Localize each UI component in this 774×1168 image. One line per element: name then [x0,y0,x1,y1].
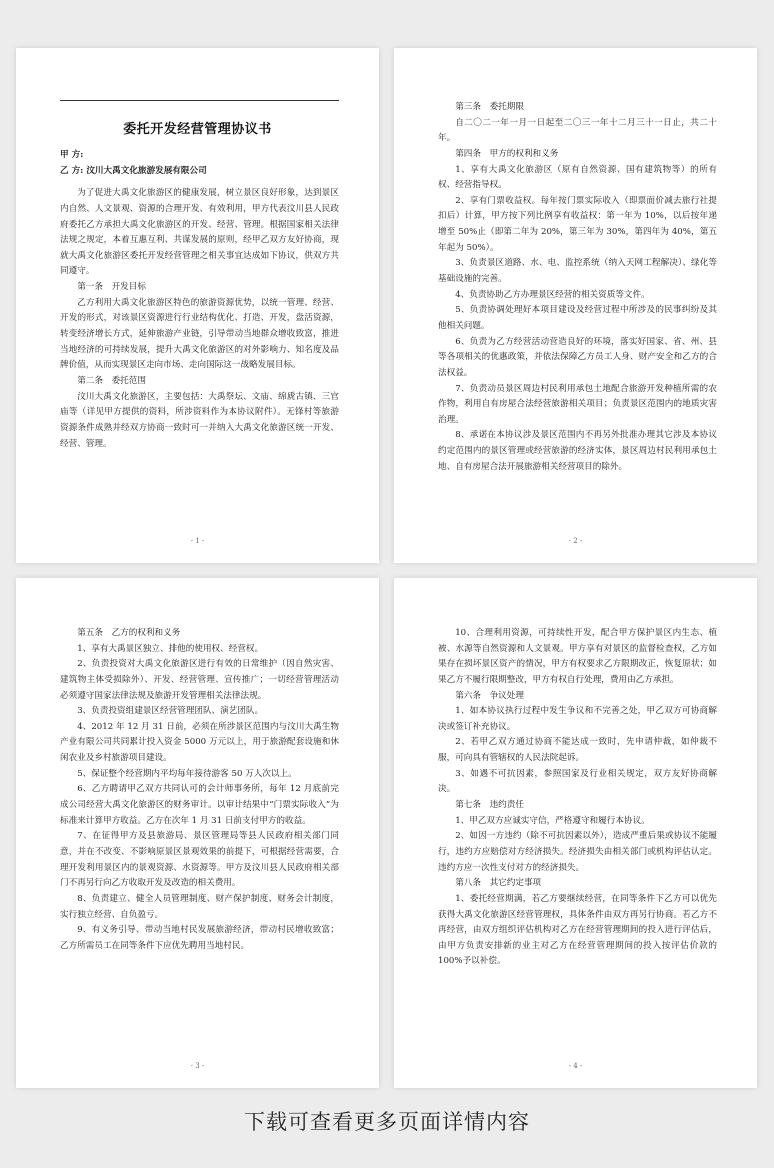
article-heading: 第六条 争议处理 [455,690,524,701]
paragraph: 自二〇二一年一月一日起至二〇三一年十二月三十一日止，共二十年。 [438,117,717,144]
clause: 1、甲乙双方应诚实守信，严格遵守和履行本协议。 [455,815,650,826]
clause: 6、乙方聘请甲乙双方共同认可的会计师事务所，每年 12 月底前完成公司经营大禹文化旅游区的财务审计。以审计结果中“门票实际收入”为标准来计算甲方收益。乙方在次年 1 月 31 日前支付甲方的收益。 [60,784,339,826]
page-number: - 3 - [190,1062,205,1070]
party-a-line: 甲 方: [60,150,84,160]
article-heading: 第三条 委托期限 [455,102,524,112]
clause: 7、负责动员景区周边村民利用承包土地配合旅游开发种植所需的农作物，利用自有房屋合法经营旅游相关项目；负责景区范围内的地质灾害治理。 [438,383,717,425]
document-page-4 [394,578,757,1088]
header-rule [60,100,339,101]
page-3-body [60,626,339,954]
paragraph: 乙方利用大禹文化旅游区特色的旅游资源优势，以统一管理、经营、开发的形式，对该景区资源进行行业结构优化、打造、开发，盘活资源，转变经济增长方式，延伸旅游产业链，引导带动当地群众增收致富，推进当地经济的可持续发展，提升大禹文化旅游区的对外影响力、知名度及品牌价值，从而实现景区走向市场、走向国际这一战略发展目标。 [60,297,339,371]
article-heading: 第二条 委托范围 [77,375,146,386]
download-more-caption: 下载可查看更多页面详情内容 [244,1110,530,1134]
page-1-body [60,148,339,452]
document-page-1 [16,48,379,563]
clause: 10、合理利用资源，可持续性开发，配合甲方保护景区内生态、植被、水源等自然资源和人文景观。甲方享有对景区的监督检查权，乙方如果存在损坏景区资产的情况，甲方有权要求乙方限期改正，恢复原状；如果乙方不履行限期整改，甲方有权自行处理，费用由乙方承担。 [438,628,717,685]
clause: 6、负责为乙方经营活动营造良好的环境，落实好国家、省、州、县等各项相关的优惠政策，并依法保障乙方员工人身、财产安全和乙方的合法权益。 [438,336,717,378]
clause: 7、在征得甲方及县旅游局、景区管理局等县人民政府相关部门同意，并在不改变、不影响原景区景观效果的前提下，可根据经营需要，合理开发利用景区内的景观资源、水资源等。甲方及汶川县人民政府相关部门不再另行向乙方收取开发及改造的相关费用。 [60,831,339,889]
clause: 5、保证整个经营期内平均每年接待游客 50 万人次以上。 [77,768,297,779]
page-number: - 2 - [568,537,583,545]
clause: 2、负责投资对大禹文化旅游区进行有效的日常维护（因自然灾害、建筑物主体受损除外）、开发、经营管理、宣传推广；一切经营管理活动必须遵守国家法律法规及旅游开发管理相关法律法规。 [60,659,339,701]
article-heading: 第八条 其它约定事项 [455,878,542,889]
page-number: - 1 - [190,537,205,545]
document-page-2 [394,48,757,563]
clause: 4、负责协助乙方办理景区经营的相关资质等文件。 [455,289,650,300]
clause: 5、负责协调处理好本项目建设及经营过程中所涉及的民事纠纷及其他相关问题。 [438,305,717,331]
page-number: - 4 - [568,1062,583,1070]
clause: 9、有义务引导、带动当地村民发展旅游经济，带动村民增收致富；乙方所需员工在同等条件下应优先聘用当地村民。 [60,925,339,951]
clause: 3、负责景区道路、水、电、监控系统（纳入天网工程解决）、绿化等基础设施的完善。 [438,258,717,285]
clause: 2、如因一方违约（除不可抗因素以外），造成严重后果或协议不能履行，违约方应赔偿对方经济损失。经济损失由相关部门或机构评估认定。违约方应一次性支付对方的经济损失。 [438,831,717,873]
page-2-body [438,100,717,475]
clause: 2、若甲乙双方通过协商不能达成一致时，先申请仲裁，如仲裁不服，可向具有管辖权的人民法院起诉。 [438,737,717,764]
clause: 4、2012 年 12 月 31 日前，必须在所涉景区范围内与汶川大禹生物产业有限公司共同累计投入资金 5000 万元以上，用于旅游配套设施和休闲农业及乡村旅游项目建设。 [60,721,339,764]
party-b-line: 乙 方: 汶川大禹文化旅游发展有限公司 [60,165,207,176]
article-heading: 第四条 甲方的权利和义务 [455,148,559,159]
clause: 3、如遇不可抗因素，参照国家及行业相关规定，双方友好协商解决。 [438,768,717,795]
article-heading: 第七条 违约责任 [455,800,524,811]
clause: 8、负责建立、健全人员管理制度、财产保护制度、财务会计制度，实行独立经营、自负盈亏。 [60,893,339,920]
article-heading: 第一条 开发目标 [77,282,146,293]
clause: 1、委托经营期满，若乙方要继续经营，在同等条件下乙方可以优先获得大禹文化旅游区经营管理权，具体条件由双方再另行协商。若乙方不再经营，由双方组织评估机构对乙方在经营管理期间的投入进行评估后，由甲方负责安排新的业主对乙方在经营管理期间的投入按评估价款的 100%予以补偿。 [438,893,717,967]
paragraph: 为了促进大禹文化旅游区的健康发展，树立景区良好形象，达到景区内自然、人文景观、资源的合理开发、有效利用，甲方代表汶川县人民政府委托乙方承担大禹文化旅游区的开发、经营、管理。根据国家相关法律法规之规定，本着互惠互利、共谋发展的原则，经甲乙双方友好协商，现就大禹文化旅游区委托开发经营管理之相关事宜达成如下协议，供双方共同遵守。 [60,188,339,277]
page-4-body [438,626,717,970]
clause: 3、负责投资组建景区经营管理团队、演艺团队。 [77,706,264,717]
clause: 1、享有大禹文化旅游区（原有自然资源、国有建筑物等）的所有权、经营指导权。 [438,164,717,191]
article-heading: 第五条 乙方的权利和义务 [77,628,181,638]
document-page-3 [16,578,379,1088]
document-title: 委托开发经营管理协议书 [123,122,272,137]
clause: 8、承诺在本协议涉及景区范围内不再另外批准办理其它涉及本协议约定范围内的景区管理或经营旅游的经济实体，景区周边村民利用承包土地、自有房屋合法开展旅游相关经营项目的除外。 [438,430,717,472]
clause: 2、享有门票收益权。每年按门票实际收入（即票面价减去旅行社提扣后）计算，甲方按下列比例享有收益权：第一年为 10%，以后按年递增至 50%止（即第二年为 20%，第三年为 30%，第四年为 40%，第五年起为 50%）。 [438,195,717,253]
paragraph: 汶川大禹文化旅游区，主要包括：大禹祭坛、文庙、绵虒古镇、三官庙等（详见甲方提供的资料，所涉资料作为本协议附件）。无锋村等旅游资源条件成熟并经双方协商一致时可一并纳入大禹文化旅游区统一开发、经营、管理。 [60,391,339,449]
clause: 1、如本协议执行过程中发生争议和不完善之处，甲乙双方可协商解决或签订补充协议。 [438,706,717,732]
clause: 1、享有大禹景区独立、排他的使用权、经营权。 [77,643,264,654]
